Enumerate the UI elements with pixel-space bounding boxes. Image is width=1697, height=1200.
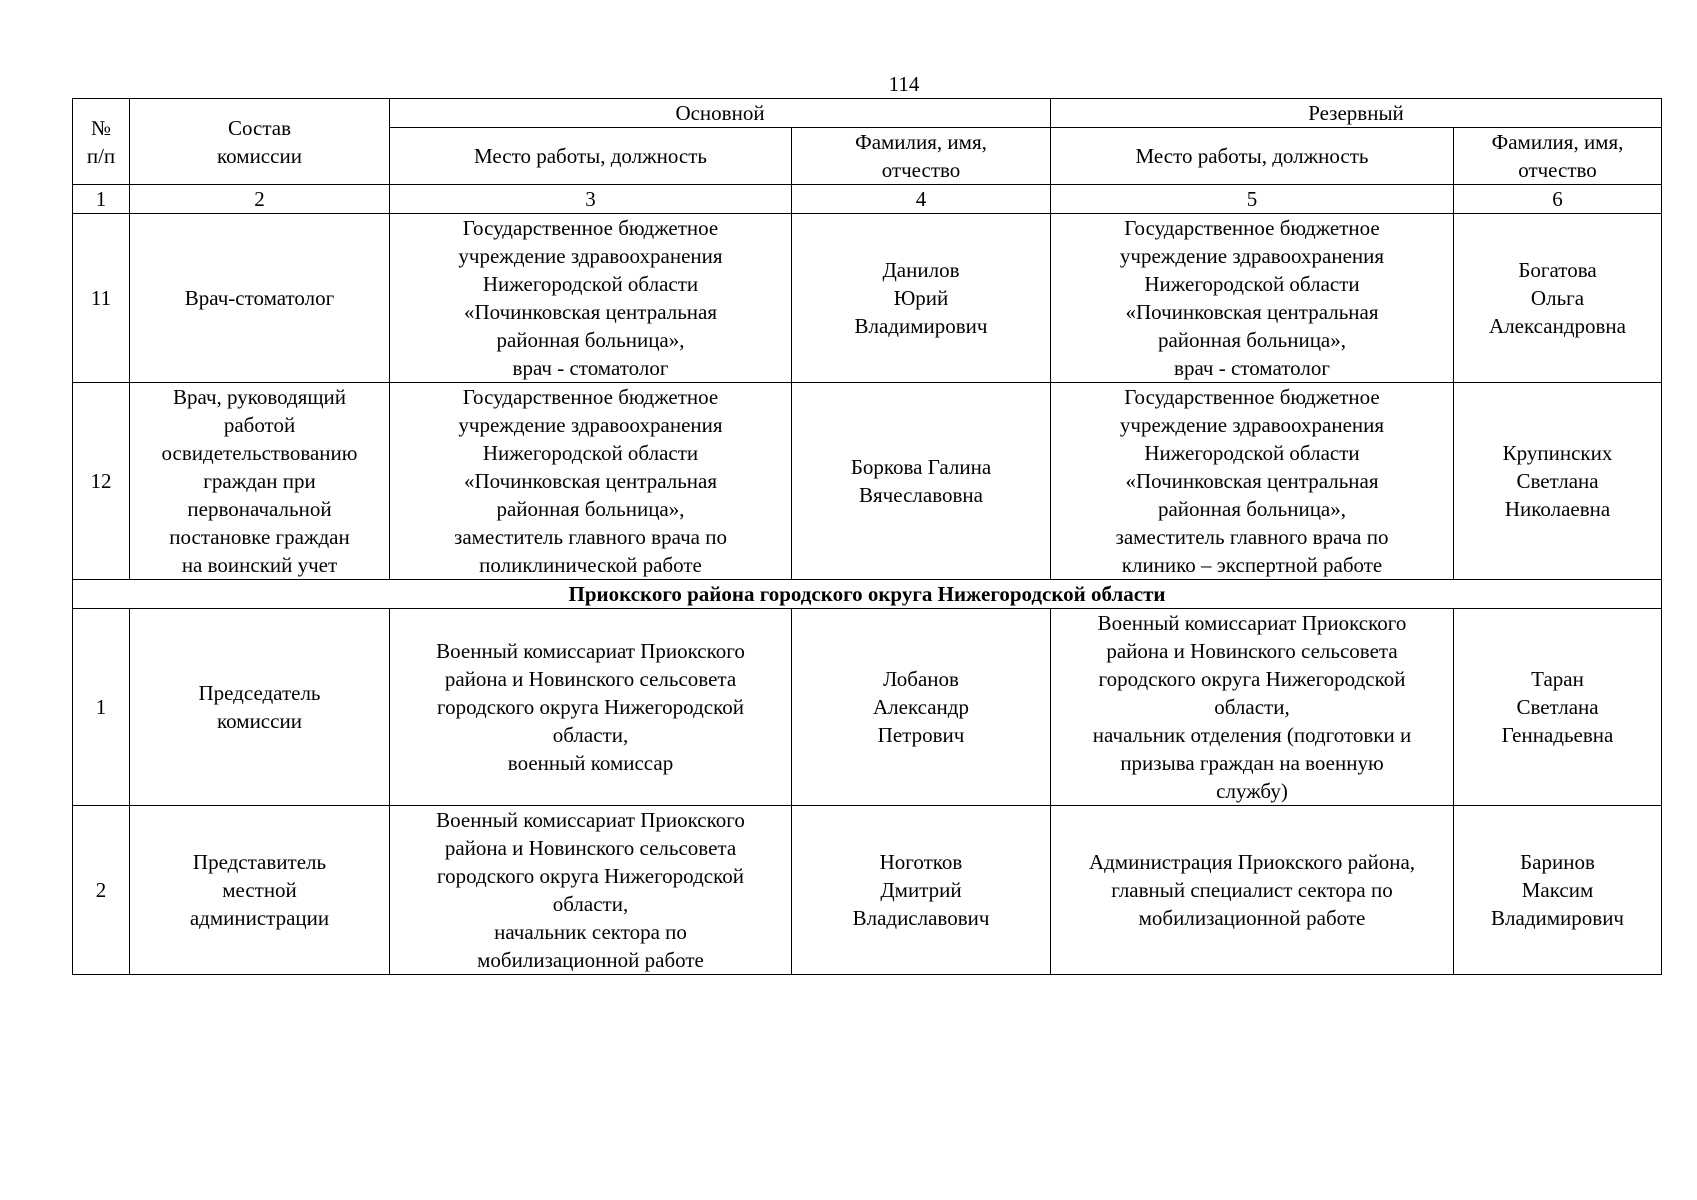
row-role: Врач, руководящий работой освидетельствованию граждан при первоначальной постановке граждан на воинский учет bbox=[130, 383, 390, 580]
header-reserve-fio: Фамилия, имя, отчество bbox=[1454, 128, 1662, 185]
row-main-fio: Лобанов Александр Петрович bbox=[792, 609, 1051, 806]
row-reserve-workplace: Военный комиссариат Приокского района и Новинского сельсовета городского округа Нижегородской области, начальник отделения (подготовки и призыва граждан на военную службу) bbox=[1051, 609, 1454, 806]
column-number: 1 bbox=[73, 185, 130, 214]
header-main-workplace: Место работы, должность bbox=[390, 128, 792, 185]
header-num: № п/п bbox=[73, 99, 130, 185]
row-main-workplace: Военный комиссариат Приокского района и Новинского сельсовета городского округа Нижегородской области, военный комиссар bbox=[390, 609, 792, 806]
row-reserve-workplace: Государственное бюджетное учреждение здравоохранения Нижегородской области «Починковская центральная районная больница», заместитель главного врача по клинико – экспертной работе bbox=[1051, 383, 1454, 580]
row-role: Председатель комиссии bbox=[130, 609, 390, 806]
row-main-workplace: Государственное бюджетное учреждение здравоохранения Нижегородской области «Починковская центральная районная больница», заместитель главного врача по поликлинической работе bbox=[390, 383, 792, 580]
header-main: Основной bbox=[390, 99, 1051, 128]
row-main-fio: Боркова Галина Вячеславовна bbox=[792, 383, 1051, 580]
table-row bbox=[73, 383, 1662, 580]
page-number: 114 bbox=[888, 72, 920, 96]
row-reserve-workplace: Администрация Приокского района, главный специалист сектора по мобилизационной работе bbox=[1051, 806, 1454, 975]
row-main-workplace: Государственное бюджетное учреждение здравоохранения Нижегородской области «Починковская центральная районная больница», врач - стоматолог bbox=[390, 214, 792, 383]
row-reserve-fio: Баринов Максим Владимирович bbox=[1454, 806, 1662, 975]
column-number: 6 bbox=[1454, 185, 1662, 214]
row-role: Представитель местной администрации bbox=[130, 806, 390, 975]
commission-table bbox=[72, 98, 1662, 975]
header-composition: Состав комиссии bbox=[130, 99, 390, 185]
row-main-fio: Ноготков Дмитрий Владиславович bbox=[792, 806, 1051, 975]
header-reserve-workplace: Место работы, должность bbox=[1051, 128, 1454, 185]
row-number: 12 bbox=[73, 383, 130, 580]
row-number: 11 bbox=[73, 214, 130, 383]
row-reserve-fio: Таран Светлана Геннадьевна bbox=[1454, 609, 1662, 806]
row-main-workplace: Военный комиссариат Приокского района и Новинского сельсовета городского округа Нижегородской области, начальник сектора по мобилизационной работе bbox=[390, 806, 792, 975]
row-role: Врач-стоматолог bbox=[130, 214, 390, 383]
row-reserve-fio: Богатова Ольга Александровна bbox=[1454, 214, 1662, 383]
header-row-groups bbox=[73, 99, 1662, 128]
header-main-fio: Фамилия, имя, отчество bbox=[792, 128, 1051, 185]
header-row-numbers bbox=[73, 185, 1662, 214]
table-row bbox=[73, 806, 1662, 975]
section-title: Приокского района городского округа Нижегородской области bbox=[73, 580, 1662, 609]
column-number: 3 bbox=[390, 185, 792, 214]
column-number: 4 bbox=[792, 185, 1051, 214]
row-reserve-workplace: Государственное бюджетное учреждение здравоохранения Нижегородской области «Починковская центральная районная больница», врач - стоматолог bbox=[1051, 214, 1454, 383]
row-number: 2 bbox=[73, 806, 130, 975]
row-number: 1 bbox=[73, 609, 130, 806]
column-number: 2 bbox=[130, 185, 390, 214]
table-row bbox=[73, 609, 1662, 806]
section-row bbox=[73, 580, 1662, 609]
table-row bbox=[73, 214, 1662, 383]
header-reserve: Резервный bbox=[1051, 99, 1662, 128]
row-main-fio: Данилов Юрий Владимирович bbox=[792, 214, 1051, 383]
row-reserve-fio: Крупинских Светлана Николаевна bbox=[1454, 383, 1662, 580]
column-number: 5 bbox=[1051, 185, 1454, 214]
